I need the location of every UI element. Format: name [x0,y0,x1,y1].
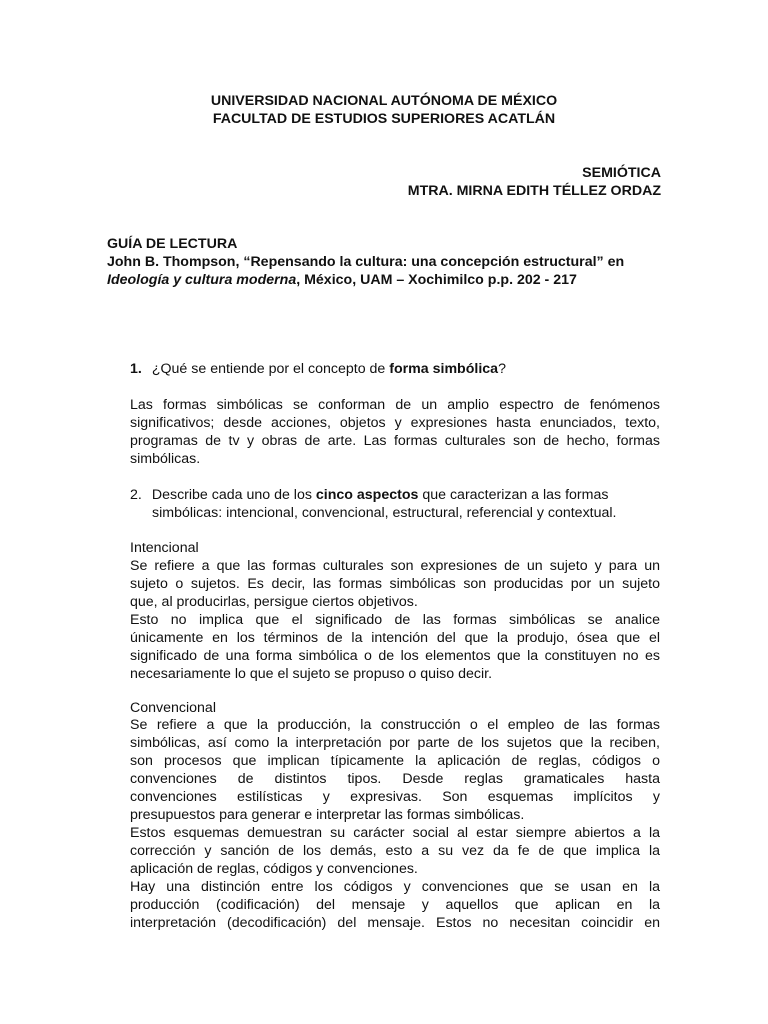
book-title: Ideología y cultura moderna [107,272,297,288]
reference-line-2 [107,271,577,289]
question-2-term: cinco aspectos [315,487,419,503]
convencional-line: producción (codificación) del mensaje y aquellos que aplican en la [130,897,660,913]
convencional-line: Hay una distinción entre los códigos y convenciones que se usan en la [130,879,660,895]
convencional-line: corrección y sanción de los demás, esto a su vez da fe de que implica la [130,843,660,859]
convencional-line: aplicación de reglas, códigos y convenciones. [130,861,418,877]
answer-1-line: significativos; desde acciones, objetos y expresiones hasta enunciados, texto, [130,415,660,431]
intencional-line: significado de una forma simbólica o de los elementos que la constituyen no es [130,648,660,664]
convencional-line: simbólicas, así como la interpretación por parte de los sujetos que la reciben, [130,735,660,751]
answer-1-line: Las formas simbólicas se conforman de un amplio espectro de fenómenos [130,397,660,413]
convencional-line: convenciones estilísticas y expresivas. Son esquemas implícitos y [130,789,660,805]
guide-title: GUÍA DE LECTURA [107,236,238,252]
section-heading-convencional: Convencional [130,700,216,716]
convencional-line: Estos esquemas demuestran su carácter social al estar siempre abiertos a la [130,825,660,841]
intencional-paragraph [130,557,660,683]
question-2-text: Describe cada uno de los [151,487,316,503]
answer-1-line: simbólicas. [130,451,201,467]
course-name: SEMIÓTICA [582,165,661,181]
convencional-line: interpretación (decodificación) del mensaje. Estos no necesitan coincidir en [130,915,660,931]
convencional-line: Se refiere a que la producción, la construcción o el empleo de las formas [130,717,660,733]
question-1-number: 1. [130,361,142,377]
question-1 [130,360,506,378]
teacher-name: MTRA. MIRNA EDITH TÉLLEZ ORDAZ [407,183,661,199]
question-1-end: ? [498,361,506,377]
answer-1-line: programas de tv y obras de arte. Las formas culturales son de hecho, formas [130,433,660,449]
intencional-line: únicamente en los términos de la intención del que la produjo, ósea que el [130,630,660,646]
faculty-title: FACULTAD DE ESTUDIOS SUPERIORES ACATLÁN [212,111,556,127]
intencional-line: sujeto o sujetos. Es decir, las formas simbólicas son producidas por un sujeto [130,576,660,592]
question-2-end: que caracterizan a las formas [418,487,609,503]
question-1-term: forma simbólica [389,361,499,377]
question-2-number: 2. [130,487,142,503]
intencional-line: necesariamente lo que el sujeto se propuso o quiso decir. [130,666,493,682]
answer-1 [130,396,660,468]
intencional-line: que, al producirlas, persigue ciertos objetivos. [130,594,418,610]
section-heading-intencional: Intencional [130,540,199,556]
reference-details: , México, UAM – Xochimilco p.p. 202 - 217 [296,272,577,288]
question-2-line-2: simbólicas: intencional, convencional, estructural, referencial y contextual. [152,505,617,521]
intencional-line: Se refiere a que las formas culturales son expresiones de un sujeto y para un [130,558,660,574]
university-title: UNIVERSIDAD NACIONAL AUTÓNOMA DE MÉXICO [210,93,558,109]
question-2 [130,486,608,504]
reference-line-1: John B. Thompson, “Repensando la cultura: una concepción estructural” en [107,254,625,270]
intencional-line: Esto no implica que el significado de las formas simbólicas se analice [130,612,660,628]
convencional-line: convenciones de distintos tipos. Desde reglas gramaticales hasta [130,771,660,787]
convencional-paragraph [130,716,660,932]
question-1-text: ¿Qué se entiende por el concepto de [151,361,390,377]
convencional-line: presupuestos para generar e interpretar las formas simbólicas. [130,807,525,823]
convencional-line: son procesos que implican típicamente la aplicación de reglas, códigos o [130,753,660,769]
